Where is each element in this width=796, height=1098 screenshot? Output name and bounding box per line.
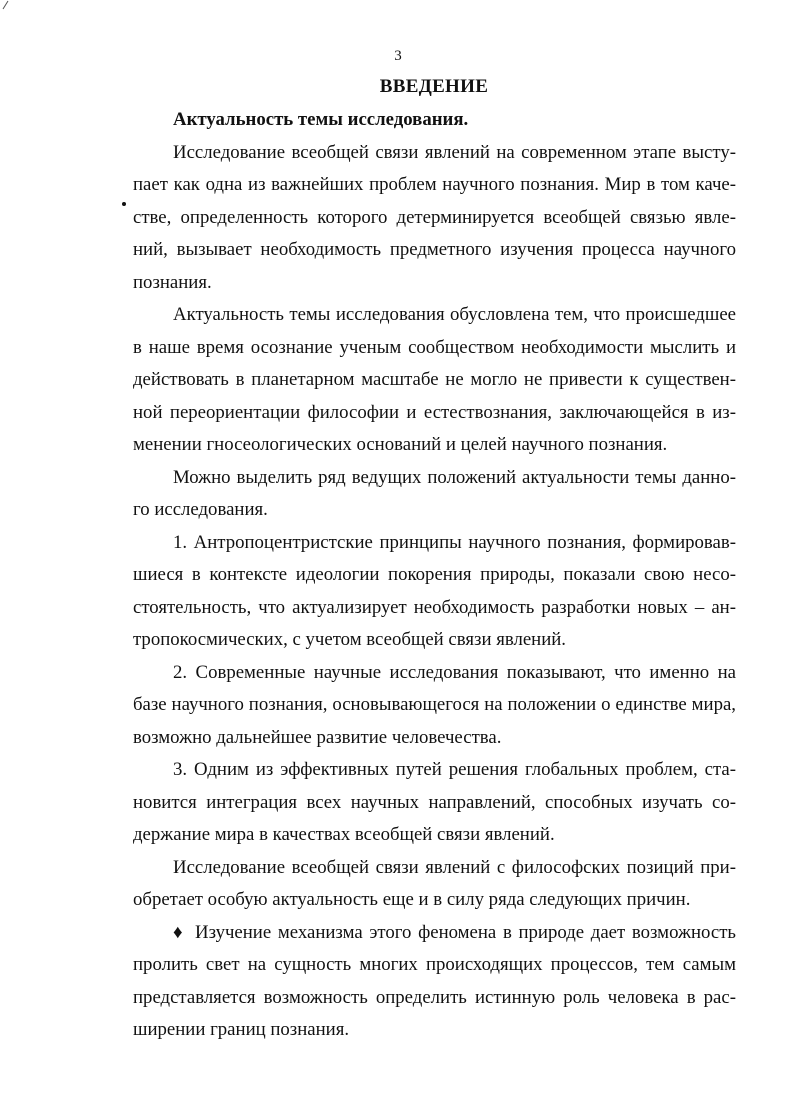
page-title: ВВЕДЕНИЕ [379, 76, 489, 97]
body-text [133, 104, 736, 1047]
paragraph-4: Исследование всеобщей связи явлений с философских позиций приобретает особую актуальность еще и в силу ряда следующих причин. [133, 856, 736, 910]
paragraph-2: Актуальность темы исследования обусловлена тем, что происшедшее в наше время осознание ученым сообществом необходимости мыслить и действовать в планетарном масштабе не могло не привести к существенной переориентации философии и естествознания, заключающейся в изменении гносеологических оснований и целей научного познания. [133, 304, 736, 455]
paragraph-1: Исследование всеобщей связи явлений на современном этапе выступает как одна из важнейших проблем научного познания. Мир в том качестве, определенность которого детерминируется всеобщей связью явлений, вызывает необходимость предметного изучения процесса научного познания. [133, 141, 736, 293]
section-subtitle: Актуальность темы исследования. [173, 109, 469, 130]
stray-scan-dot [122, 202, 126, 206]
diamond-bullet-icon: ♦ [173, 921, 183, 943]
list-item-3: 3. Одним из эффективных путей решения глобальных проблем, становится интеграция всех научных направлений, способных изучать содержание мира в качествах всеобщей связи явлений. [133, 759, 736, 845]
list-item-2: 2. Современные научные исследования показывают, что именно на базе научного познания, основывающегося на положении о единстве мира, возможно дальнейшее развитие человечества. [133, 661, 736, 748]
bullet-text: Изучение механизма этого феномена в природе дает возможность пролить свет на сущность многих происходящих процессов, тем самым представляется возможность определить истинную роль человека в расширении границ познания. [133, 921, 736, 1040]
bullet-paragraph [133, 917, 736, 1047]
page-number: 3 [394, 48, 402, 64]
paragraph-3: Можно выделить ряд ведущих положений актуальности темы данного исследования. [133, 466, 736, 520]
list-item-1: 1. Антропоцентристские принципы научного познания, формировавшиеся в контексте идеологии покорения природы, показали свою несостоятельность, что актуализирует необходимость разработки новых – антропокосмических, с учетом всеобщей связи явлений. [133, 531, 736, 650]
corner-scan-mark [2, 0, 10, 10]
